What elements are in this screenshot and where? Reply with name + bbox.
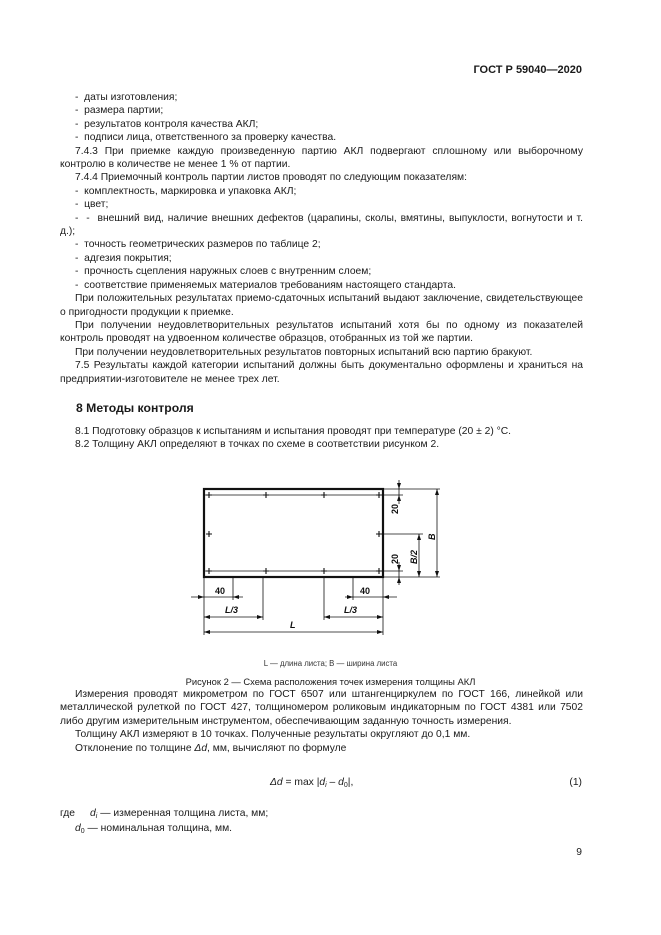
dim-l3-right: L/3 xyxy=(344,605,358,615)
paragraph-8-2: 8.2 Толщину АКЛ определяют в точках по схеме в соответствии рисунком 2. xyxy=(75,439,440,451)
dimension-labels xyxy=(215,504,437,630)
list-item: - прочность сцепления наружных слоев с внутренним слоем; xyxy=(60,265,583,278)
paragraph-7-4-4: 7.4.4 Приемочный контроль партии листов проводят по следующим показателям: xyxy=(75,172,467,184)
measurement-points-diagram xyxy=(185,480,455,650)
section-8-title: 8 Методы контроля xyxy=(76,401,194,415)
equation-number: (1) xyxy=(569,777,582,788)
list-item: - результатов контроля качества АКЛ; xyxy=(60,118,583,131)
delta-d-symbol: Δd xyxy=(194,742,208,754)
paragraph-8-1: 8.1 Подготовку образцов к испытаниям и испытания проводят при температуре (20 ± 2) °С. xyxy=(75,426,512,437)
list-item: - подписи лица, ответственного за проверку качества. xyxy=(60,131,583,144)
paragraph-ten-points: Толщину АКЛ измеряют в 10 точках. Полученные результаты округляют до 0,1 мм. xyxy=(75,729,471,741)
dim-b2: B/2 xyxy=(409,549,419,564)
paragraph-positive-result: При положительных результатах приемо-сдаточных испытаний выдают заключение, свидетельствующее о пригодности продукции к приемке. xyxy=(60,293,583,318)
section-7-text xyxy=(60,91,583,386)
where-d0: $d_0$ — номинальная толщина, мм. xyxy=(75,823,233,835)
standard-header: ГОСТ Р 59040—2020 xyxy=(473,64,582,76)
figure-legend: L — длина листа; В — ширина листа xyxy=(263,659,398,668)
dim-l3-left: L/3 xyxy=(225,605,239,615)
sheet-outline xyxy=(204,489,383,577)
list-item: - адгезия покрытия; xyxy=(60,252,583,265)
dim-l: L xyxy=(290,620,296,630)
list-item: - точность геометрических размеров по таблице 2; xyxy=(60,238,583,251)
measurement-points xyxy=(206,492,382,574)
list-item xyxy=(60,212,583,239)
formula-1: $\Delta d = \max |d_i - d_0|$, xyxy=(270,777,354,789)
paragraph-7-4-3: 7.4.3 При приемке каждую произведенную партию АКЛ подвергают сплошному или выборочному контролю в количестве не менее 1 % от партии. xyxy=(60,145,583,171)
list-item: - соответствие применяемых материалов требованиям настоящего стандарта. xyxy=(60,279,583,292)
list-dash: - xyxy=(86,212,98,224)
list-item: - комплектность, маркировка и упаковка АКЛ; xyxy=(60,185,583,198)
paragraph-negative-result: При получении неудовлетворительных результатов испытаний хотя бы по одному из показателей контроль проводят на удвоенном количестве образцов, отобранных из той же партии. xyxy=(60,319,583,345)
paragraph-repeat-failure: При получении неудовлетворительных результатов повторных испытаний всю партию бракуют. xyxy=(75,346,533,358)
dim-20-top: 20 xyxy=(390,503,400,514)
paragraph-7-5: 7.5 Результаты каждой категории испытаний должны быть документально оформлены и храниться на предприятии-изготовителе не менее трех лет. xyxy=(60,360,583,385)
list-item: - даты изготовления; xyxy=(60,91,583,104)
dim-b: B xyxy=(427,533,437,540)
dim-40-right: 40 xyxy=(360,586,371,596)
paragraph-deviation: Отклонение по толщине Δd, мм, вычисляют по формуле xyxy=(75,742,347,754)
where-di: где $d_i$ — измеренная толщина листа, мм; xyxy=(60,808,269,820)
figure-caption: Рисунок 2 — Схема расположения точек измерения толщины АКЛ xyxy=(185,676,476,687)
list-item: - размера партии; xyxy=(60,104,583,117)
paragraph-instruments: Измерения проводят микрометром по ГОСТ 6507 или штангенциркулем по ГОСТ 166, линейкой или металлической рулеткой по ГОСТ 427, толщиномером роликовым индикаторным по ГОСТ 4381 или 7502 либо другим измерительным инструментом, обеспечивающим заданную точность измерения. xyxy=(60,689,583,727)
list-item-text: внешний вид, наличие внешних дефектов (царапины, сколы, вмятины, выпуклости, вогнутости и т. д.); xyxy=(60,212,583,238)
page-number: 9 xyxy=(576,847,582,858)
formula-legend xyxy=(60,807,268,837)
measurement-text xyxy=(60,688,583,755)
dim-40-left: 40 xyxy=(215,586,226,596)
dim-20-bottom: 20 xyxy=(390,553,400,564)
section-8-text xyxy=(60,425,583,452)
list-item: - цвет; xyxy=(60,198,583,211)
